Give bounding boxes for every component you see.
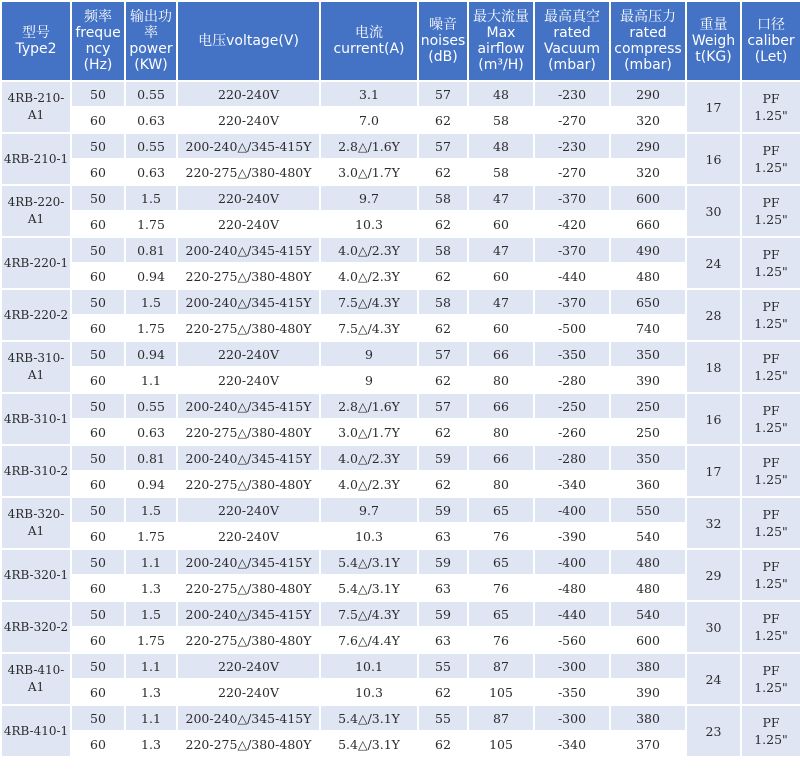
table-row xyxy=(2,706,800,730)
model-cell: 4RB-210- A1 xyxy=(2,82,70,132)
compress-cell: 390 xyxy=(611,680,685,704)
weight-cell: 28 xyxy=(687,290,740,340)
voltage-cell: 220-275△/380-480Y xyxy=(178,576,319,600)
table-row xyxy=(2,420,800,444)
table-row xyxy=(2,264,800,288)
noise-cell: 62 xyxy=(419,680,467,704)
header-model: 型号 Type2 xyxy=(2,2,70,80)
model-cell: 4RB-310-1 xyxy=(2,394,70,444)
vacuum-cell: -400 xyxy=(535,498,609,522)
noise-cell: 58 xyxy=(419,290,467,314)
power-cell: 1.1 xyxy=(126,654,176,678)
airflow-cell: 58 xyxy=(469,108,533,132)
voltage-cell: 200-240△/345-415Y xyxy=(178,290,319,314)
noise-cell: 63 xyxy=(419,628,467,652)
power-cell: 1.75 xyxy=(126,524,176,548)
voltage-cell: 200-240△/345-415Y xyxy=(178,550,319,574)
header-airflow: 最大流量 Max airflow (m³/H) xyxy=(469,2,533,80)
frequency-cell: 60 xyxy=(72,732,124,756)
frequency-cell: 60 xyxy=(72,264,124,288)
vacuum-cell: -280 xyxy=(535,368,609,392)
noise-cell: 63 xyxy=(419,524,467,548)
frequency-cell: 60 xyxy=(72,680,124,704)
table-row xyxy=(2,238,800,262)
current-cell: 3.1 xyxy=(321,82,417,106)
current-cell: 10.3 xyxy=(321,680,417,704)
compress-cell: 740 xyxy=(611,316,685,340)
table-row xyxy=(2,290,800,314)
voltage-cell: 220-275△/380-480Y xyxy=(178,732,319,756)
table-row xyxy=(2,342,800,366)
vacuum-cell: -440 xyxy=(535,602,609,626)
caliber-cell: PF 1.25" xyxy=(742,394,800,444)
airflow-cell: 105 xyxy=(469,680,533,704)
vacuum-cell: -300 xyxy=(535,706,609,730)
airflow-cell: 47 xyxy=(469,238,533,262)
frequency-cell: 50 xyxy=(72,498,124,522)
power-cell: 1.1 xyxy=(126,706,176,730)
vacuum-cell: -400 xyxy=(535,550,609,574)
noise-cell: 57 xyxy=(419,134,467,158)
power-cell: 1.3 xyxy=(126,680,176,704)
current-cell: 9.7 xyxy=(321,186,417,210)
vacuum-cell: -340 xyxy=(535,472,609,496)
header-caliber: 口径 caliber (Let) xyxy=(742,2,800,80)
power-cell: 0.55 xyxy=(126,134,176,158)
power-cell: 0.94 xyxy=(126,342,176,366)
frequency-cell: 50 xyxy=(72,290,124,314)
voltage-cell: 220-240V xyxy=(178,108,319,132)
vacuum-cell: -350 xyxy=(535,680,609,704)
compress-cell: 380 xyxy=(611,654,685,678)
voltage-cell: 220-240V xyxy=(178,498,319,522)
noise-cell: 62 xyxy=(419,264,467,288)
noise-cell: 62 xyxy=(419,420,467,444)
vacuum-cell: -480 xyxy=(535,576,609,600)
frequency-cell: 50 xyxy=(72,602,124,626)
airflow-cell: 76 xyxy=(469,628,533,652)
compress-cell: 660 xyxy=(611,212,685,236)
caliber-cell: PF 1.25" xyxy=(742,134,800,184)
caliber-cell: PF 1.25" xyxy=(742,446,800,496)
compress-cell: 600 xyxy=(611,628,685,652)
voltage-cell: 200-240△/345-415Y xyxy=(178,706,319,730)
weight-cell: 18 xyxy=(687,342,740,392)
compress-cell: 480 xyxy=(611,264,685,288)
weight-cell: 16 xyxy=(687,134,740,184)
noise-cell: 57 xyxy=(419,394,467,418)
current-cell: 10.1 xyxy=(321,654,417,678)
airflow-cell: 65 xyxy=(469,498,533,522)
model-cell: 4RB-320-1 xyxy=(2,550,70,600)
vacuum-cell: -230 xyxy=(535,82,609,106)
power-cell: 0.63 xyxy=(126,420,176,444)
compress-cell: 600 xyxy=(611,186,685,210)
airflow-cell: 48 xyxy=(469,82,533,106)
vacuum-cell: -350 xyxy=(535,342,609,366)
airflow-cell: 65 xyxy=(469,550,533,574)
compress-cell: 350 xyxy=(611,446,685,470)
table-row xyxy=(2,628,800,652)
frequency-cell: 60 xyxy=(72,420,124,444)
power-cell: 0.81 xyxy=(126,238,176,262)
compress-cell: 390 xyxy=(611,368,685,392)
voltage-cell: 220-240V xyxy=(178,368,319,392)
weight-cell: 29 xyxy=(687,550,740,600)
compress-cell: 250 xyxy=(611,394,685,418)
caliber-cell: PF 1.25" xyxy=(742,238,800,288)
power-cell: 0.55 xyxy=(126,394,176,418)
table-row xyxy=(2,472,800,496)
noise-cell: 63 xyxy=(419,576,467,600)
airflow-cell: 60 xyxy=(469,316,533,340)
frequency-cell: 50 xyxy=(72,446,124,470)
model-cell: 4RB-320-2 xyxy=(2,602,70,652)
table-row xyxy=(2,368,800,392)
frequency-cell: 50 xyxy=(72,82,124,106)
voltage-cell: 220-240V xyxy=(178,212,319,236)
model-cell: 4RB-210-1 xyxy=(2,134,70,184)
frequency-cell: 60 xyxy=(72,628,124,652)
frequency-cell: 50 xyxy=(72,186,124,210)
airflow-cell: 47 xyxy=(469,290,533,314)
voltage-cell: 220-240V xyxy=(178,186,319,210)
model-cell: 4RB-220-2 xyxy=(2,290,70,340)
vacuum-cell: -250 xyxy=(535,394,609,418)
airflow-cell: 76 xyxy=(469,576,533,600)
voltage-cell: 200-240△/345-415Y xyxy=(178,602,319,626)
compress-cell: 480 xyxy=(611,550,685,574)
frequency-cell: 50 xyxy=(72,706,124,730)
compress-cell: 320 xyxy=(611,108,685,132)
airflow-cell: 87 xyxy=(469,706,533,730)
airflow-cell: 80 xyxy=(469,420,533,444)
noise-cell: 58 xyxy=(419,186,467,210)
frequency-cell: 60 xyxy=(72,316,124,340)
frequency-cell: 50 xyxy=(72,134,124,158)
power-cell: 1.3 xyxy=(126,732,176,756)
voltage-cell: 200-240△/345-415Y xyxy=(178,238,319,262)
caliber-cell: PF 1.25" xyxy=(742,706,800,756)
noise-cell: 62 xyxy=(419,368,467,392)
vacuum-cell: -270 xyxy=(535,160,609,184)
frequency-cell: 50 xyxy=(72,342,124,366)
current-cell: 10.3 xyxy=(321,212,417,236)
model-cell: 4RB-220- A1 xyxy=(2,186,70,236)
current-cell: 4.0△/2.3Y xyxy=(321,238,417,262)
noise-cell: 62 xyxy=(419,472,467,496)
noise-cell: 62 xyxy=(419,732,467,756)
voltage-cell: 220-275△/380-480Y xyxy=(178,472,319,496)
airflow-cell: 80 xyxy=(469,472,533,496)
current-cell: 5.4△/3.1Y xyxy=(321,732,417,756)
current-cell: 9.7 xyxy=(321,498,417,522)
compress-cell: 380 xyxy=(611,706,685,730)
frequency-cell: 60 xyxy=(72,524,124,548)
caliber-cell: PF 1.25" xyxy=(742,654,800,704)
noise-cell: 59 xyxy=(419,602,467,626)
current-cell: 4.0△/2.3Y xyxy=(321,264,417,288)
power-cell: 0.94 xyxy=(126,264,176,288)
compress-cell: 320 xyxy=(611,160,685,184)
frequency-cell: 60 xyxy=(72,576,124,600)
vacuum-cell: -230 xyxy=(535,134,609,158)
vacuum-cell: -440 xyxy=(535,264,609,288)
table-row xyxy=(2,160,800,184)
power-cell: 0.94 xyxy=(126,472,176,496)
power-cell: 0.63 xyxy=(126,108,176,132)
power-cell: 1.1 xyxy=(126,550,176,574)
power-cell: 1.3 xyxy=(126,576,176,600)
voltage-cell: 220-275△/380-480Y xyxy=(178,316,319,340)
model-cell: 4RB-410- A1 xyxy=(2,654,70,704)
caliber-cell: PF 1.25" xyxy=(742,602,800,652)
table-row xyxy=(2,134,800,158)
current-cell: 3.0△/1.7Y xyxy=(321,420,417,444)
header-vacuum: 最高真空 rated Vacuum (mbar) xyxy=(535,2,609,80)
airflow-cell: 58 xyxy=(469,160,533,184)
current-cell: 3.0△/1.7Y xyxy=(321,160,417,184)
caliber-cell: PF 1.25" xyxy=(742,290,800,340)
current-cell: 9 xyxy=(321,368,417,392)
model-cell: 4RB-320- A1 xyxy=(2,498,70,548)
voltage-cell: 220-275△/380-480Y xyxy=(178,264,319,288)
noise-cell: 59 xyxy=(419,446,467,470)
noise-cell: 62 xyxy=(419,160,467,184)
vacuum-cell: -560 xyxy=(535,628,609,652)
vacuum-cell: -500 xyxy=(535,316,609,340)
compress-cell: 550 xyxy=(611,498,685,522)
vacuum-cell: -370 xyxy=(535,290,609,314)
weight-cell: 24 xyxy=(687,654,740,704)
header-voltage: 电压voltage(V) xyxy=(178,2,319,80)
voltage-cell: 200-240△/345-415Y xyxy=(178,394,319,418)
header-power: 输出功 率 power (KW) xyxy=(126,2,176,80)
weight-cell: 23 xyxy=(687,706,740,756)
table-row xyxy=(2,108,800,132)
voltage-cell: 200-240△/345-415Y xyxy=(178,446,319,470)
table-row xyxy=(2,82,800,106)
power-cell: 0.55 xyxy=(126,82,176,106)
compress-cell: 540 xyxy=(611,524,685,548)
weight-cell: 30 xyxy=(687,186,740,236)
noise-cell: 59 xyxy=(419,550,467,574)
airflow-cell: 105 xyxy=(469,732,533,756)
header-weight: 重量 Weigh t(KG) xyxy=(687,2,740,80)
table-row xyxy=(2,654,800,678)
compress-cell: 290 xyxy=(611,82,685,106)
voltage-cell: 220-275△/380-480Y xyxy=(178,628,319,652)
compress-cell: 250 xyxy=(611,420,685,444)
vacuum-cell: -280 xyxy=(535,446,609,470)
voltage-cell: 220-275△/380-480Y xyxy=(178,420,319,444)
current-cell: 5.4△/3.1Y xyxy=(321,576,417,600)
voltage-cell: 220-240V xyxy=(178,82,319,106)
airflow-cell: 65 xyxy=(469,602,533,626)
table-body xyxy=(2,82,800,756)
current-cell: 5.4△/3.1Y xyxy=(321,706,417,730)
weight-cell: 32 xyxy=(687,498,740,548)
table-row xyxy=(2,186,800,210)
current-cell: 10.3 xyxy=(321,524,417,548)
voltage-cell: 220-240V xyxy=(178,680,319,704)
caliber-cell: PF 1.25" xyxy=(742,186,800,236)
power-cell: 1.1 xyxy=(126,368,176,392)
compress-cell: 480 xyxy=(611,576,685,600)
power-cell: 1.5 xyxy=(126,186,176,210)
voltage-cell: 220-240V xyxy=(178,524,319,548)
current-cell: 5.4△/3.1Y xyxy=(321,550,417,574)
frequency-cell: 60 xyxy=(72,472,124,496)
table-row xyxy=(2,524,800,548)
noise-cell: 59 xyxy=(419,498,467,522)
header-compress: 最高压力 rated compress (mbar) xyxy=(611,2,685,80)
table-row xyxy=(2,550,800,574)
table-row xyxy=(2,576,800,600)
noise-cell: 57 xyxy=(419,342,467,366)
power-cell: 1.75 xyxy=(126,628,176,652)
compress-cell: 540 xyxy=(611,602,685,626)
current-cell: 7.0 xyxy=(321,108,417,132)
table-row xyxy=(2,680,800,704)
model-cell: 4RB-310- A1 xyxy=(2,342,70,392)
frequency-cell: 50 xyxy=(72,654,124,678)
frequency-cell: 60 xyxy=(72,160,124,184)
table-row xyxy=(2,394,800,418)
airflow-cell: 87 xyxy=(469,654,533,678)
power-cell: 1.5 xyxy=(126,290,176,314)
compress-cell: 350 xyxy=(611,342,685,366)
airflow-cell: 48 xyxy=(469,134,533,158)
airflow-cell: 66 xyxy=(469,342,533,366)
power-cell: 1.75 xyxy=(126,212,176,236)
airflow-cell: 76 xyxy=(469,524,533,548)
header-row xyxy=(2,2,800,80)
noise-cell: 62 xyxy=(419,316,467,340)
weight-cell: 17 xyxy=(687,82,740,132)
weight-cell: 24 xyxy=(687,238,740,288)
weight-cell: 16 xyxy=(687,394,740,444)
caliber-cell: PF 1.25" xyxy=(742,550,800,600)
caliber-cell: PF 1.25" xyxy=(742,82,800,132)
noise-cell: 62 xyxy=(419,212,467,236)
frequency-cell: 60 xyxy=(72,368,124,392)
weight-cell: 30 xyxy=(687,602,740,652)
noise-cell: 55 xyxy=(419,654,467,678)
voltage-cell: 220-240V xyxy=(178,654,319,678)
noise-cell: 58 xyxy=(419,238,467,262)
table-row xyxy=(2,212,800,236)
vacuum-cell: -260 xyxy=(535,420,609,444)
frequency-cell: 60 xyxy=(72,108,124,132)
current-cell: 4.0△/2.3Y xyxy=(321,472,417,496)
vacuum-cell: -370 xyxy=(535,238,609,262)
noise-cell: 62 xyxy=(419,108,467,132)
noise-cell: 57 xyxy=(419,82,467,106)
compress-cell: 290 xyxy=(611,134,685,158)
current-cell: 7.5△/4.3Y xyxy=(321,316,417,340)
vacuum-cell: -340 xyxy=(535,732,609,756)
model-cell: 4RB-310-2 xyxy=(2,446,70,496)
frequency-cell: 50 xyxy=(72,394,124,418)
current-cell: 7.6△/4.4Y xyxy=(321,628,417,652)
current-cell: 2.8△/1.6Y xyxy=(321,394,417,418)
voltage-cell: 200-240△/345-415Y xyxy=(178,134,319,158)
model-cell: 4RB-410-1 xyxy=(2,706,70,756)
power-cell: 1.75 xyxy=(126,316,176,340)
frequency-cell: 60 xyxy=(72,212,124,236)
power-cell: 1.5 xyxy=(126,498,176,522)
power-cell: 0.63 xyxy=(126,160,176,184)
table-row xyxy=(2,316,800,340)
table-row xyxy=(2,602,800,626)
current-cell: 9 xyxy=(321,342,417,366)
frequency-cell: 50 xyxy=(72,550,124,574)
current-cell: 4.0△/2.3Y xyxy=(321,446,417,470)
noise-cell: 55 xyxy=(419,706,467,730)
model-cell: 4RB-220-1 xyxy=(2,238,70,288)
compress-cell: 370 xyxy=(611,732,685,756)
power-cell: 1.5 xyxy=(126,602,176,626)
table-row xyxy=(2,446,800,470)
current-cell: 7.5△/4.3Y xyxy=(321,602,417,626)
compress-cell: 360 xyxy=(611,472,685,496)
vacuum-cell: -370 xyxy=(535,186,609,210)
caliber-cell: PF 1.25" xyxy=(742,342,800,392)
current-cell: 2.8△/1.6Y xyxy=(321,134,417,158)
airflow-cell: 66 xyxy=(469,446,533,470)
header-frequency: 频率 freque ncy (Hz) xyxy=(72,2,124,80)
weight-cell: 17 xyxy=(687,446,740,496)
header-current: 电流 current(A) xyxy=(321,2,417,80)
vacuum-cell: -390 xyxy=(535,524,609,548)
voltage-cell: 220-275△/380-480Y xyxy=(178,160,319,184)
table-row xyxy=(2,732,800,756)
airflow-cell: 80 xyxy=(469,368,533,392)
header-noise: 噪音 noises (dB) xyxy=(419,2,467,80)
current-cell: 7.5△/4.3Y xyxy=(321,290,417,314)
power-cell: 0.81 xyxy=(126,446,176,470)
table-row xyxy=(2,498,800,522)
airflow-cell: 47 xyxy=(469,186,533,210)
voltage-cell: 220-240V xyxy=(178,342,319,366)
vacuum-cell: -420 xyxy=(535,212,609,236)
airflow-cell: 60 xyxy=(469,212,533,236)
vacuum-cell: -300 xyxy=(535,654,609,678)
compress-cell: 490 xyxy=(611,238,685,262)
frequency-cell: 50 xyxy=(72,238,124,262)
airflow-cell: 66 xyxy=(469,394,533,418)
airflow-cell: 60 xyxy=(469,264,533,288)
vacuum-cell: -270 xyxy=(535,108,609,132)
caliber-cell: PF 1.25" xyxy=(742,498,800,548)
compress-cell: 650 xyxy=(611,290,685,314)
